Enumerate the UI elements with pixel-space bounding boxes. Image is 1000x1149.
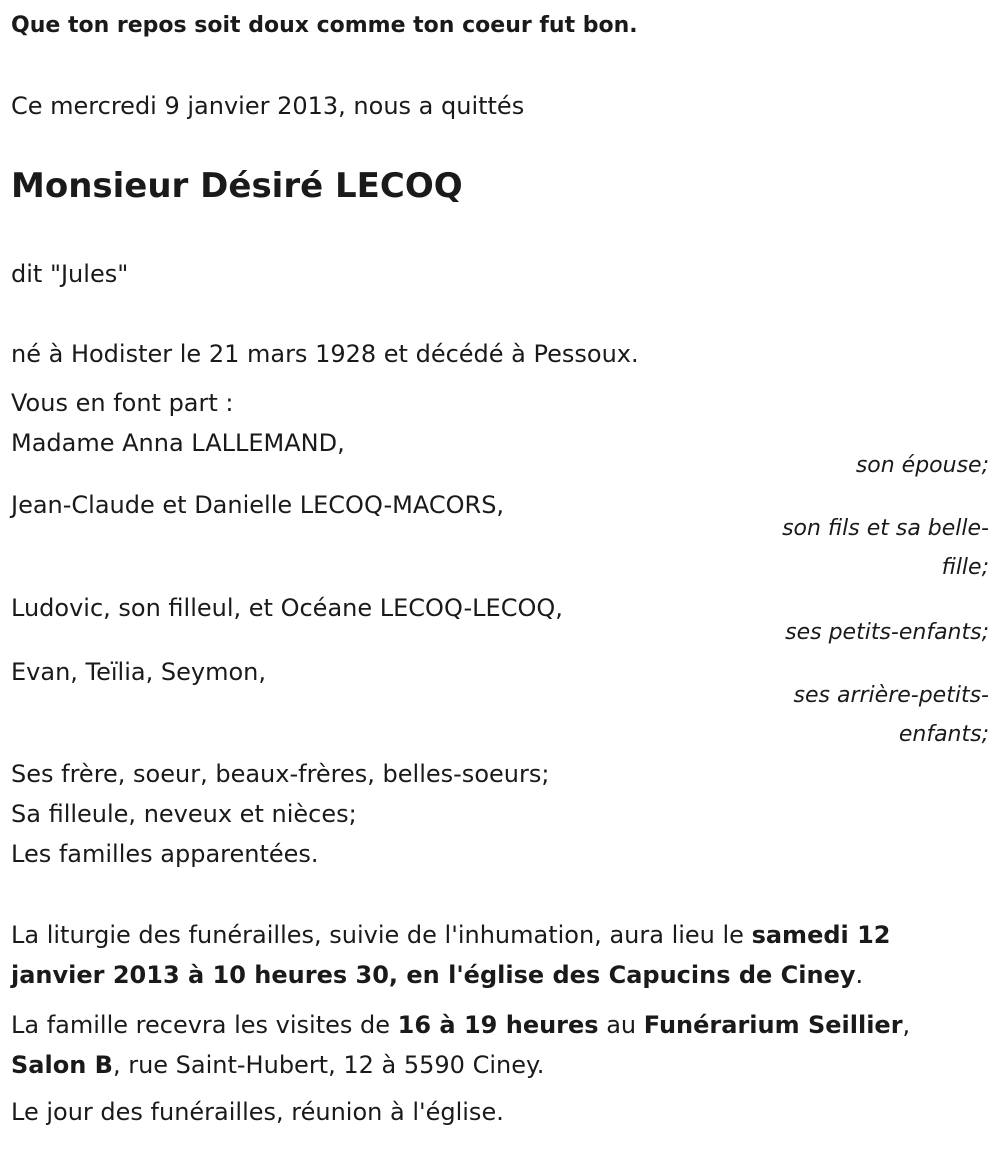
visits-paragraph [11, 1005, 989, 1085]
nickname: dit "Jules" [11, 260, 129, 288]
announce-line: Vous en font part : [11, 389, 234, 417]
other-relatives-line: Les familles apparentées. [11, 840, 319, 868]
funeral-datetime: samedi 12 janvier 2013 à 10 heures 30, en l'église des Capucins de Ciney [11, 921, 891, 989]
funeral-paragraph [11, 915, 989, 995]
family-member-relation: ses petits-enfants; [785, 620, 989, 645]
visits-address: , rue Saint-Hubert, 12 à 5590 Ciney. [112, 1051, 545, 1079]
visits-text: La famille recevra les visites de [11, 1011, 398, 1039]
family-member-relation: son épouse; [855, 453, 989, 478]
other-relatives-line: Ses frère, soeur, beaux-frères, belles-soeurs; [11, 760, 550, 788]
intro-line: Ce mercredi 9 janvier 2013, nous a quittés [11, 92, 525, 120]
visits-text: au [598, 1011, 644, 1039]
other-relatives-line: Sa filleule, neveux et nièces; [11, 800, 357, 828]
funeral-end: . [855, 961, 864, 989]
family-member-names: Madame Anna LALLEMAND, [11, 429, 345, 457]
epitaph: Que ton repos soit doux comme ton coeur fut bon. [11, 13, 638, 38]
deceased-name: Monsieur Désiré LECOQ [11, 166, 463, 206]
family-member-relation: ses arrière-petits-enfants; [793, 683, 989, 747]
family-member-names: Evan, Teïlia, Seymon, [11, 658, 266, 686]
birth-death-line: né à Hodister le 21 mars 1928 et décédé à Pessoux. [11, 340, 639, 368]
family-member-names: Jean-Claude et Danielle LECOQ-MACORS, [11, 491, 505, 519]
visits-hours: 16 à 19 heures [397, 1011, 599, 1039]
salon-name: Salon B [11, 1051, 113, 1079]
funeral-text: La liturgie des funérailles, suivie de l'inhumation, aura lieu le [11, 921, 752, 949]
family-member-names: Ludovic, son filleul, et Océane LECOQ-LECOQ, [11, 594, 563, 622]
visits-text: , [902, 1011, 911, 1039]
meeting-line: Le jour des funérailles, réunion à l'église. [11, 1098, 504, 1126]
funeral-home-name: Funérarium Seillier [643, 1011, 903, 1039]
family-member-relation: son fils et sa belle-fille; [782, 516, 989, 580]
